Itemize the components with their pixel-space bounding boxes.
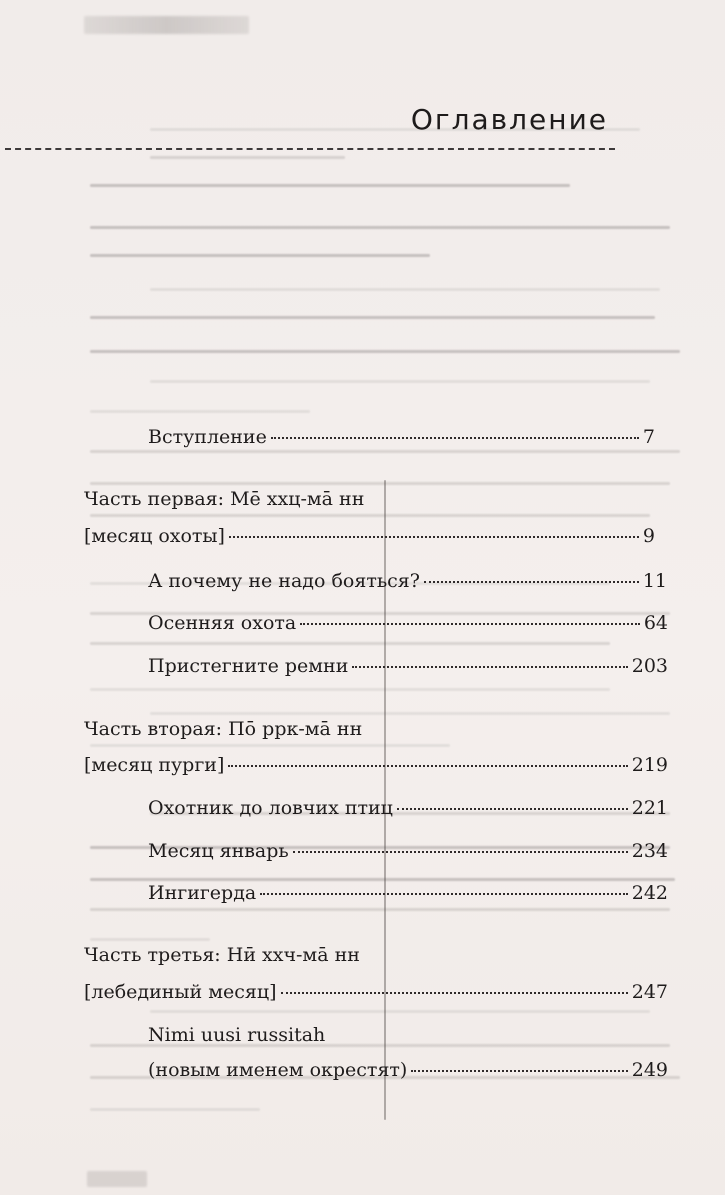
toc-page-number: 242 (631, 882, 668, 904)
dot-leader (424, 581, 639, 583)
toc-entry-january[interactable] (148, 842, 668, 861)
toc-page-number: 247 (631, 981, 668, 1003)
toc-page-number: 9 (642, 525, 655, 547)
toc-entry-part-3[interactable] (84, 983, 668, 1002)
part-heading-3[interactable]: Часть третья: Нӣ ххч-мā нн (84, 944, 360, 966)
dot-leader (229, 536, 639, 538)
toc-entry-falconer[interactable] (148, 799, 668, 818)
toc-entry-ingigerda[interactable] (148, 884, 668, 903)
toc-page-number: 64 (643, 612, 668, 634)
dot-leader (300, 623, 640, 625)
dot-leader (271, 437, 639, 439)
dot-leader (411, 1070, 627, 1072)
part-heading-2[interactable]: Часть вторая: Пō ррк-мā нн (84, 718, 363, 740)
toc-entry-part-2[interactable] (84, 756, 668, 775)
toc-entry-autumn-hunt[interactable] (148, 614, 668, 633)
toc-entry-seatbelts[interactable] (148, 657, 668, 676)
dot-leader (397, 808, 628, 810)
toc-page-number: 249 (631, 1059, 668, 1081)
part-heading-1[interactable]: Часть первая: Мē ххц-мā нн (84, 488, 365, 510)
toc-label: Осенняя охота (148, 612, 297, 634)
dot-leader (260, 893, 627, 895)
dot-leader (228, 765, 627, 767)
toc-entry-new-name[interactable] (148, 1061, 668, 1080)
toc-label: Вступление (148, 426, 267, 448)
page-title: Оглавление (410, 103, 608, 136)
toc-entry-intro[interactable] (148, 428, 655, 447)
toc-label: [месяц охоты] (84, 525, 225, 547)
toc-page-number: 234 (631, 840, 668, 862)
toc-label: [месяц пурги] (84, 754, 225, 776)
toc-label: Ингигерда (148, 882, 257, 904)
toc-entry-part-1[interactable] (84, 527, 655, 546)
toc-label: [лебединый месяц] (84, 981, 277, 1003)
toc-page-number: 203 (631, 655, 668, 677)
toc-label: Охотник до ловчих птиц (148, 797, 393, 819)
toc-label: Месяц январь (148, 840, 289, 862)
dot-leader (352, 666, 627, 668)
toc-label: (новым именем окрестят) (148, 1059, 408, 1081)
dot-leader (281, 992, 628, 994)
toc-entry-new-name-title[interactable]: Nimi uusi russitah (148, 1024, 326, 1046)
dot-leader (293, 851, 628, 853)
toc-page-number: 7 (642, 426, 655, 448)
toc-label: А почему не надо бояться? (148, 570, 420, 592)
toc-entry-why-not-fear[interactable] (148, 572, 667, 591)
toc-page-number: 11 (642, 570, 667, 592)
toc-page-number: 219 (631, 754, 668, 776)
toc-label: Пристегните ремни (148, 655, 349, 677)
toc-page-number: 221 (631, 797, 668, 819)
